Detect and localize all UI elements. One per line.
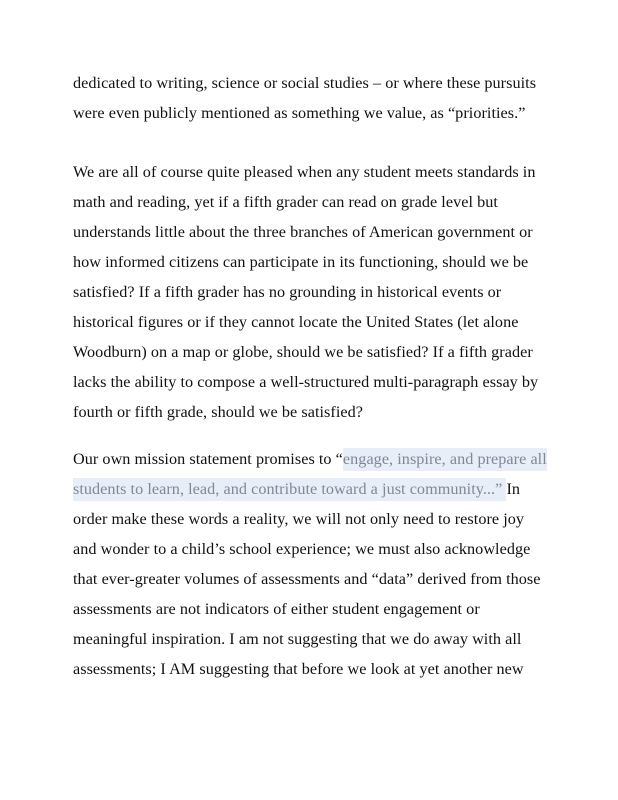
text-line: We are all of course quite pleased when any student meets standards in <box>73 163 536 181</box>
paragraph-2 <box>73 157 553 427</box>
text-run: In <box>506 480 521 498</box>
text-line: historical figures or if they cannot locate the United States (let alone <box>73 313 519 331</box>
text-line: meaningful inspiration. I am not suggesting that we do away with all <box>73 630 522 648</box>
highlighted-quote: engage, inspire, and prepare all <box>343 448 547 471</box>
text-line: lacks the ability to compose a well-structured multi-paragraph essay by <box>73 373 539 391</box>
text-line <box>73 444 553 474</box>
text-line: satisfied? If a fifth grader has no grounding in historical events or <box>73 283 502 301</box>
text-line: understands little about the three branches of American government or <box>73 223 533 241</box>
highlighted-quote: students to learn, lead, and contribute toward a just community...” <box>73 478 506 501</box>
text-line: math and reading, yet if a fifth grader can read on grade level but <box>73 193 498 211</box>
text-line: that ever-greater volumes of assessments and “data” derived from those <box>73 570 541 588</box>
text-line: fourth or fifth grade, should we be satisfied? <box>73 403 363 421</box>
text-line: dedicated to writing, science or social studies – or where these pursuits <box>73 74 537 92</box>
text-run: Our own mission statement promises to “ <box>73 450 343 468</box>
paragraph-3 <box>73 444 553 684</box>
text-line: Woodburn) on a map or globe, should we be satisfied? If a fifth grader <box>73 343 533 361</box>
text-line: assessments; I AM suggesting that before we look at yet another new <box>73 660 524 678</box>
paragraph-1 <box>73 68 553 128</box>
text-line: and wonder to a child’s school experience; we must also acknowledge <box>73 540 531 558</box>
text-line: were even publicly mentioned as something we value, as “priorities.” <box>73 104 526 122</box>
text-line: assessments are not indicators of either student engagement or <box>73 600 480 618</box>
text-line: order make these words a reality, we will not only need to restore joy <box>73 510 525 528</box>
text-line: how informed citizens can participate in its functioning, should we be <box>73 253 529 271</box>
text-line <box>73 474 553 504</box>
